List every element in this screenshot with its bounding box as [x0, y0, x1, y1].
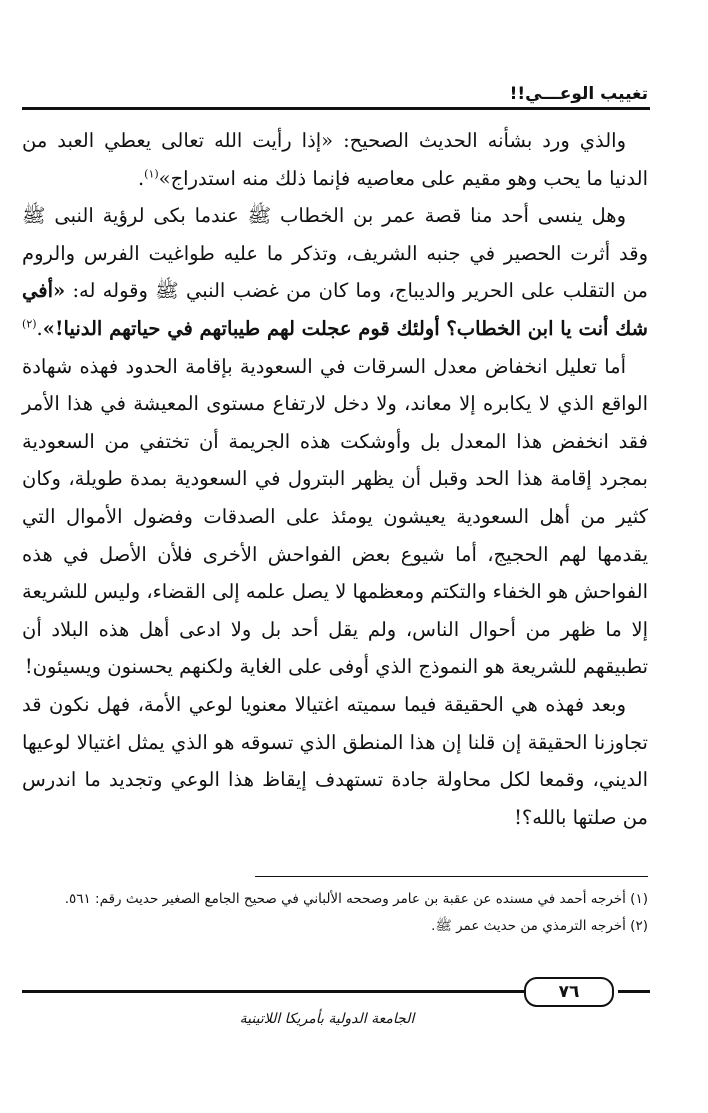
paragraph-2-end: .: [36, 316, 43, 340]
header-rule: [22, 107, 650, 110]
paragraph-2-text: وهل ينسى أحد منا قصة عمر بن الخطاب ﷺ عندما بكى لرؤية النبى ﷺ وقد أثرت الحصير في جنبه الشريف، وتذكر ما عليه طواغيت الفرس والروم من التقلب على الحرير والديباج، وما كان من غضب النبي ﷺ وقوله له:: [22, 204, 648, 303]
paragraph-2: [22, 197, 648, 347]
footnote-1: (١) أخرجه أحمد في مسنده عن عقبة بن عامر وصححه الألباني في صحيح الجامع الصغير حديث رقم: ٥٦١.: [64, 891, 648, 907]
running-header: تغييب الوعـــي!!: [509, 84, 648, 104]
footnote-2: (٢) أخرجه الترمذي من حديث عمر ﷺ.: [431, 918, 648, 934]
paragraph-1-end: .: [137, 166, 145, 190]
hadith-quote: «أفي شك أنت يا ابن الخطاب؟ أولئك قوم عجلت لهم طيباتهم في حياتهم الدنيا!»: [22, 279, 648, 340]
paragraph-1: [22, 122, 648, 197]
footnotes: [30, 886, 648, 940]
page-footer: [22, 975, 650, 1035]
paragraph-4: وبعد فهذه هي الحقيقة فيما سميته اغتيالا معنويا لوعي الأمة، فهل نكون قد تجاوزنا الحقيقة إن قلنا إن هذا المنطق الذي تسوقه هو الذي يمثل اغتيالا لوعيها الديني، وقمعا لكل محاولة جادة تستهدف إيقاظ هذا الوعي وتجديد ما اندرس من صلتها بالله؟!: [22, 692, 648, 829]
footer-rule-left: [22, 990, 547, 993]
footer-title: الجامعة الدولية بأمريكا اللاتينية: [239, 1011, 415, 1027]
paragraph-3: أما تعليل انخفاض معدل السرقات في السعودية بإقامة الحدود فهذه شهادة الواقع الذي لا يكابره إلا معاند، ولا دخل لارتفاع مستوى المعيشة في هذا الأمر فقد انخفض هذا المعدل بل وأوشكت هذه الجريمة أن تختفي من السعودية بمجرد إقامة هذا الحد وقبل أن يظهر البترول في السعودية بمدة طويلة، وكان كثير من أهل السعودية يعيشون يومئذ على الصدقات وفضول الأموال التي يقدمها لهم الحجيج، أما شيوع بعض الفواحش الأخرى فلأن الأصل في هذه الفواحش هو الخفاء والتكتم ومعظمها لا يصل علمه إلى القضاء، وليس للشريعة إلا ما ظهر من أحوال الناس، ولم يقل أحد بل ولا ادعى أهل هذه البلاد أن تطبيقهم للشريعة هو النموذج الذي أوفى على الغاية ولكنهم يحسنون ويسيئون!: [22, 354, 648, 679]
footnote-separator: [255, 876, 648, 877]
body-text: [22, 122, 648, 836]
page-number: ٧٦: [524, 977, 614, 1007]
footnote-ref-1[interactable]: (١): [144, 167, 159, 181]
footnote-ref-2[interactable]: (٢): [22, 317, 37, 331]
paragraph-1-text: والذي ورد بشأنه الحديث الصحيح: «إذا رأيت الله تعالى يعطي العبد من الدنيا ما يحب وهو مقيم على معاصيه فإنما ذلك منه استدراج»: [22, 129, 648, 190]
footer-rule-right: [618, 990, 650, 993]
